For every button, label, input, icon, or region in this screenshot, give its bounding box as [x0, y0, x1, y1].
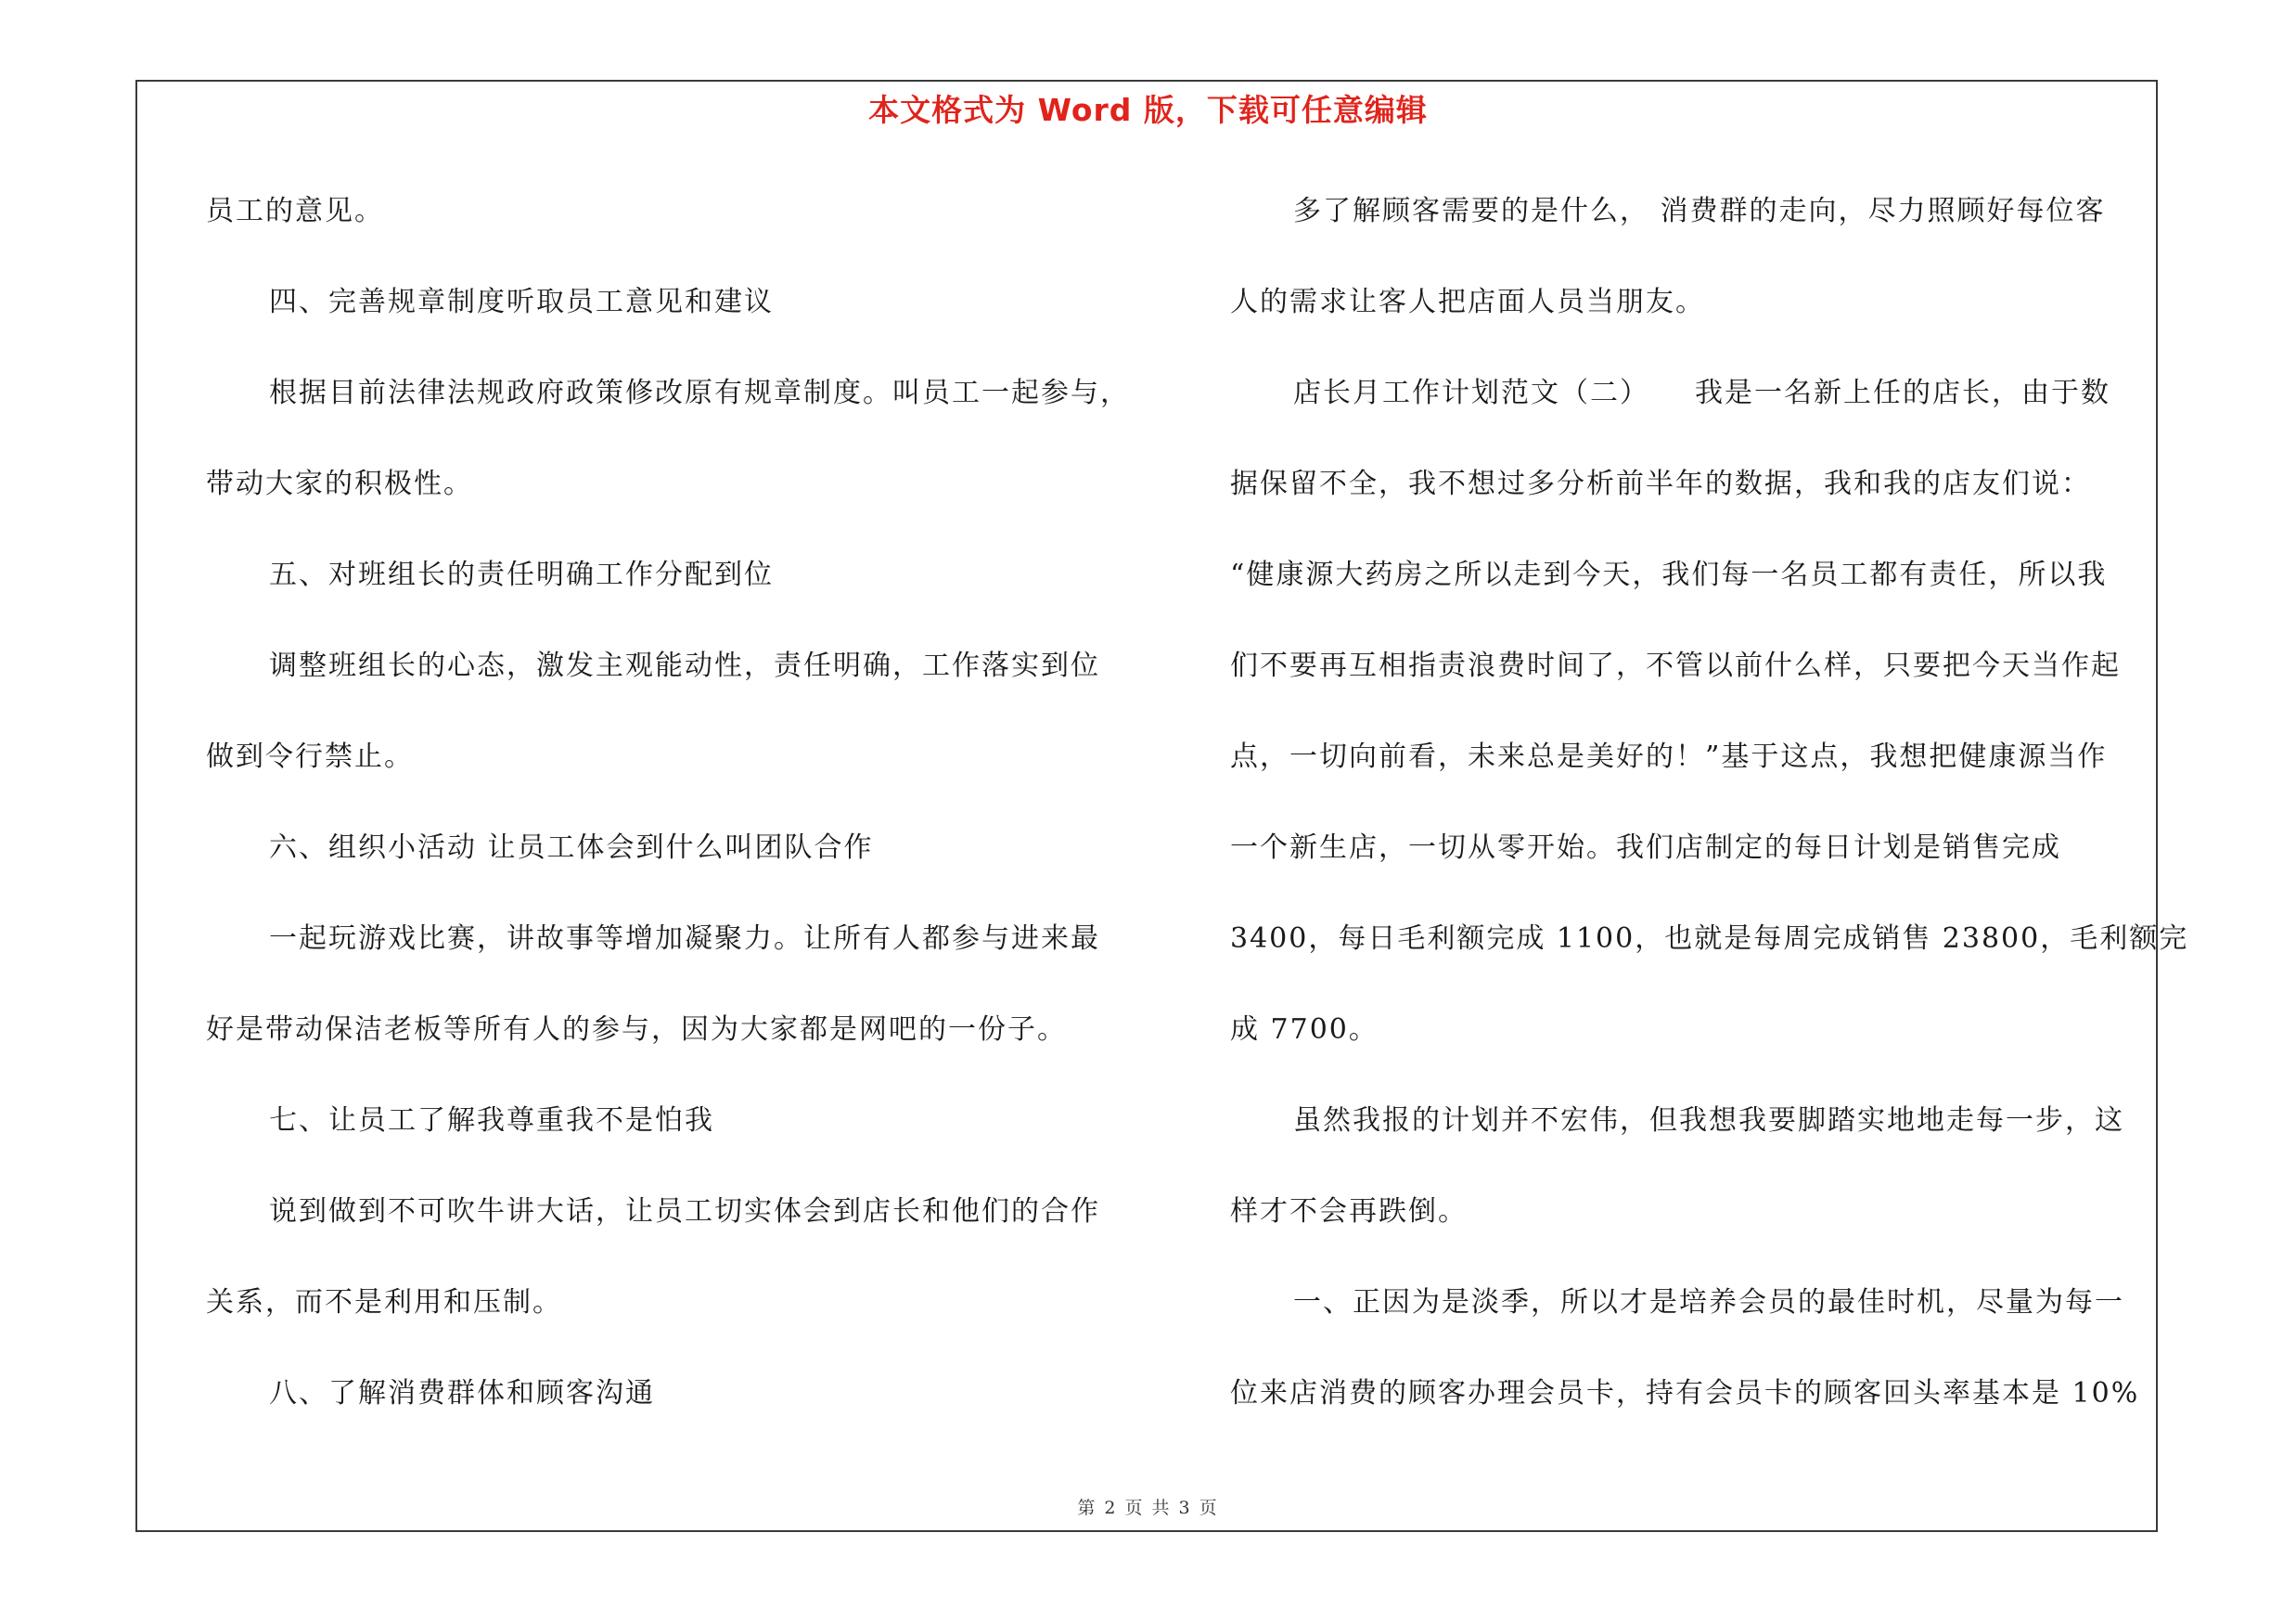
paragraph-line: 做到令行禁止。	[206, 741, 414, 773]
paragraph-line: 店长月工作计划范文（二） 我是一名新上任的店长，由于数	[1293, 377, 2110, 409]
section-heading: 五、对班组长的责任明确工作分配到位	[269, 559, 774, 591]
section-heading: 八、了解消费群体和顾客沟通	[269, 1377, 655, 1410]
paragraph-line: 虽然我报的计划并不宏伟，但我想我要脚踏实地地走每一步，这	[1293, 1104, 2124, 1137]
paragraph-line: 3400，每日毛利额完成 1100，也就是每周完成销售 23800，毛利额完	[1230, 922, 2189, 955]
paragraph-line: 多了解顾客需要的是什么， 消费群的走向，尽力照顾好每位客	[1293, 195, 2106, 227]
paragraph-line: 样才不会再跌倒。	[1230, 1195, 1468, 1228]
paragraph-line: 一个新生店，一切从零开始。我们店制定的每日计划是销售完成	[1230, 831, 2061, 864]
paragraph-line: 成 7700。	[1230, 1013, 1379, 1046]
paragraph-line: 调整班组长的心态，激发主观能动性，责任明确，工作落实到位	[269, 650, 1100, 682]
paragraph-line: 好是带动保洁老板等所有人的参与，因为大家都是网吧的一份子。	[206, 1013, 1067, 1046]
paragraph-line: 人的需求让客人把店面人员当朋友。	[1230, 286, 1705, 318]
right-text-column	[1230, 184, 2189, 1457]
section-heading: 四、完善规章制度听取员工意见和建议	[269, 286, 774, 318]
left-text-column	[206, 184, 1180, 1457]
paragraph-line: 根据目前法律法规政府政策修改原有规章制度。叫员工一起参与，	[269, 377, 1130, 409]
paragraph-line: 据保留不全，我不想过多分析前半年的数据，我和我的店友们说：	[1230, 468, 2091, 500]
paragraph-line: 位来店消费的顾客办理会员卡，持有会员卡的顾客回头率基本是 10%	[1230, 1377, 2140, 1410]
page-number-footer: 第 2 页 共 3 页	[1077, 1498, 1219, 1518]
paragraph-line: 们不要再互相指责浪费时间了，不管以前什么样，只要把今天当作起	[1230, 650, 2121, 682]
format-notice-banner: 本文格式为 Word 版，下载可任意编辑	[868, 92, 1428, 128]
section-heading: 七、让员工了解我尊重我不是怕我	[269, 1104, 714, 1137]
section-heading: 六、组织小活动 让员工体会到什么叫团队合作	[269, 831, 874, 864]
paragraph-line: 点，一切向前看，未来总是美好的！”基于这点，我想把健康源当作	[1230, 741, 2108, 773]
paragraph-line: 员工的意见。	[206, 195, 384, 227]
paragraph-line: 一起玩游戏比赛，讲故事等增加凝聚力。让所有人都参与进来最	[269, 922, 1100, 955]
paragraph-line: 说到做到不可吹牛讲大话，让员工切实体会到店长和他们的合作	[269, 1195, 1100, 1228]
section-heading: 一、正因为是淡季，所以才是培养会员的最佳时机，尽量为每一	[1293, 1286, 2124, 1319]
paragraph-line: 关系，而不是利用和压制。	[206, 1286, 562, 1319]
paragraph-line: “健康源大药房之所以走到今天，我们每一名员工都有责任，所以我	[1230, 559, 2108, 591]
paragraph-line: 带动大家的积极性。	[206, 468, 473, 500]
